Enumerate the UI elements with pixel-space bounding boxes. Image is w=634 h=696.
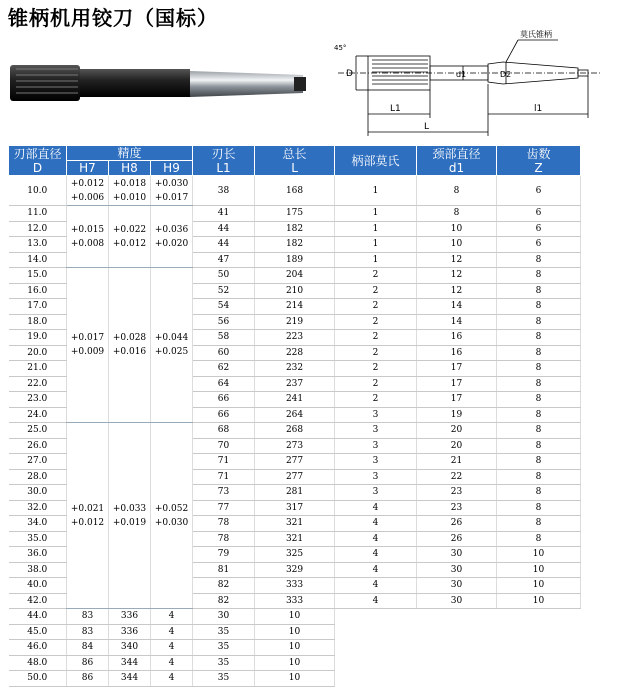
cell-total-length: 336 bbox=[109, 609, 151, 625]
cell-tolerance-h9 bbox=[151, 176, 193, 206]
cell-cutting-length: 41 bbox=[193, 206, 255, 222]
cell-diameter: 26.0 bbox=[9, 438, 67, 454]
cell-neck-diameter: 23 bbox=[417, 485, 497, 501]
cell-neck-diameter: 8 bbox=[417, 206, 497, 222]
table-row bbox=[9, 609, 581, 625]
cell-diameter: 44.0 bbox=[9, 609, 67, 625]
cell-neck-diameter: 20 bbox=[417, 438, 497, 454]
cell-mohs-taper: 4 bbox=[151, 609, 193, 625]
cell-neck-diameter: 23 bbox=[417, 500, 497, 516]
cell-neck-diameter: 22 bbox=[417, 469, 497, 485]
cell-cutting-length: 79 bbox=[193, 547, 255, 563]
cell-cutting-length: 70 bbox=[193, 438, 255, 454]
cell-mohs-taper: 2 bbox=[335, 314, 417, 330]
tolerance-upper: +0.028 bbox=[112, 333, 147, 343]
cell-teeth-count: 8 bbox=[497, 423, 581, 439]
cell-cutting-length: 44 bbox=[193, 237, 255, 253]
cell-total-length: 344 bbox=[109, 671, 151, 687]
header-mohs: 柄部莫氏 bbox=[335, 146, 417, 176]
tolerance-lower: +0.006 bbox=[70, 192, 105, 203]
cell-cutting-length: 54 bbox=[193, 299, 255, 315]
cell-cutting-length: 66 bbox=[193, 392, 255, 408]
tolerance-upper: +0.044 bbox=[154, 333, 189, 343]
cell-neck-diameter: 30 bbox=[417, 578, 497, 594]
cell-mohs-taper: 1 bbox=[335, 237, 417, 253]
tolerance-lower: +0.025 bbox=[154, 347, 189, 357]
cell-cutting-length: 78 bbox=[193, 516, 255, 532]
reamer-drawing bbox=[328, 28, 608, 143]
cell-total-length: 232 bbox=[255, 361, 335, 377]
cell-neck-diameter: 17 bbox=[417, 376, 497, 392]
cell-cutting-length: 77 bbox=[193, 500, 255, 516]
mohs-taper-callout: 莫氏锥柄 bbox=[520, 30, 552, 39]
dim-d1-label: d1 bbox=[456, 70, 467, 79]
cell-diameter: 38.0 bbox=[9, 562, 67, 578]
tolerance-upper: +0.012 bbox=[70, 178, 105, 189]
tolerance-lower: +0.008 bbox=[70, 238, 105, 249]
cell-neck-diameter: 35 bbox=[193, 655, 255, 671]
tolerance-upper: +0.015 bbox=[70, 224, 105, 235]
table-row bbox=[9, 640, 581, 656]
dim-d2-label: D2 bbox=[500, 70, 512, 79]
cell-total-length: 317 bbox=[255, 500, 335, 516]
cell-teeth-count: 8 bbox=[497, 330, 581, 346]
cell-neck-diameter: 26 bbox=[417, 516, 497, 532]
cell-cutting-length: 68 bbox=[193, 423, 255, 439]
header-D: 刃部直径 D bbox=[9, 146, 67, 176]
cell-mohs-taper: 2 bbox=[335, 268, 417, 284]
cell-neck-diameter: 35 bbox=[193, 671, 255, 687]
cell-total-length: 281 bbox=[255, 485, 335, 501]
cell-neck-diameter: 8 bbox=[417, 176, 497, 206]
cell-cutting-length: 71 bbox=[193, 469, 255, 485]
cell-diameter: 25.0 bbox=[9, 423, 67, 439]
cell-total-length: 241 bbox=[255, 392, 335, 408]
cell-teeth-count: 10 bbox=[497, 547, 581, 563]
cell-diameter: 36.0 bbox=[9, 547, 67, 563]
cell-mohs-taper: 1 bbox=[335, 221, 417, 237]
table-row bbox=[9, 206, 581, 222]
cell-diameter: 48.0 bbox=[9, 655, 67, 671]
cell-cutting-length: 73 bbox=[193, 485, 255, 501]
table-row bbox=[9, 671, 581, 687]
cell-diameter: 42.0 bbox=[9, 593, 67, 609]
cell-diameter: 24.0 bbox=[9, 407, 67, 423]
table-row bbox=[9, 624, 581, 640]
cell-teeth-count: 6 bbox=[497, 176, 581, 206]
cell-total-length: 168 bbox=[255, 176, 335, 206]
cell-mohs-taper: 2 bbox=[335, 283, 417, 299]
header-Z: 齿数 Z bbox=[497, 146, 581, 176]
cell-diameter: 22.0 bbox=[9, 376, 67, 392]
cell-neck-diameter: 30 bbox=[417, 562, 497, 578]
cell-diameter: 10.0 bbox=[9, 176, 67, 206]
cell-teeth-count: 8 bbox=[497, 438, 581, 454]
header-L: 总长 L bbox=[255, 146, 335, 176]
cell-mohs-taper: 4 bbox=[335, 531, 417, 547]
cell-neck-diameter: 17 bbox=[417, 361, 497, 377]
cell-neck-diameter: 16 bbox=[417, 330, 497, 346]
cell-mohs-taper: 4 bbox=[335, 516, 417, 532]
tolerance-lower: +0.019 bbox=[112, 517, 147, 528]
tolerance-lower: +0.016 bbox=[112, 347, 147, 357]
tolerance-lower: +0.020 bbox=[154, 238, 189, 249]
cell-cutting-length: 86 bbox=[67, 671, 109, 687]
cell-teeth-count: 8 bbox=[497, 485, 581, 501]
cell-tolerance-h9 bbox=[151, 423, 193, 609]
cell-diameter: 35.0 bbox=[9, 531, 67, 547]
cell-neck-diameter: 20 bbox=[417, 423, 497, 439]
cell-cutting-length: 81 bbox=[193, 562, 255, 578]
cell-diameter: 21.0 bbox=[9, 361, 67, 377]
cell-mohs-taper: 3 bbox=[335, 469, 417, 485]
tolerance-upper: +0.030 bbox=[154, 178, 189, 189]
cell-total-length: 273 bbox=[255, 438, 335, 454]
cell-cutting-length: 64 bbox=[193, 376, 255, 392]
cell-total-length: 182 bbox=[255, 221, 335, 237]
cell-diameter: 34.0 bbox=[9, 516, 67, 532]
cell-mohs-taper: 2 bbox=[335, 299, 417, 315]
cell-mohs-taper: 4 bbox=[335, 500, 417, 516]
cell-neck-diameter: 12 bbox=[417, 252, 497, 268]
cell-teeth-count: 10 bbox=[255, 624, 335, 640]
header-d1: 颈部直径 d1 bbox=[417, 146, 497, 176]
cell-neck-diameter: 10 bbox=[417, 221, 497, 237]
cell-diameter: 40.0 bbox=[9, 578, 67, 594]
cell-diameter: 30.0 bbox=[9, 485, 67, 501]
cell-neck-diameter: 17 bbox=[417, 392, 497, 408]
cell-diameter: 12.0 bbox=[9, 221, 67, 237]
cell-teeth-count: 10 bbox=[255, 655, 335, 671]
cell-tolerance-h7 bbox=[67, 268, 109, 423]
tolerance-lower: +0.012 bbox=[112, 238, 147, 249]
cell-total-length: 329 bbox=[255, 562, 335, 578]
cell-diameter: 14.0 bbox=[9, 252, 67, 268]
table-row bbox=[9, 423, 581, 439]
cell-teeth-count: 8 bbox=[497, 252, 581, 268]
cell-mohs-taper: 1 bbox=[335, 206, 417, 222]
cell-mohs-taper: 4 bbox=[335, 593, 417, 609]
header-L1: 刃长 L1 bbox=[193, 146, 255, 176]
cell-teeth-count: 6 bbox=[497, 206, 581, 222]
tolerance-upper: +0.033 bbox=[112, 503, 147, 514]
cell-diameter: 28.0 bbox=[9, 469, 67, 485]
cell-total-length: 321 bbox=[255, 516, 335, 532]
cell-teeth-count: 8 bbox=[497, 299, 581, 315]
dim-angle-label: 45° bbox=[334, 44, 347, 52]
cell-tolerance-h7 bbox=[67, 206, 109, 268]
cell-mohs-taper: 2 bbox=[335, 392, 417, 408]
cell-tolerance-h7 bbox=[67, 423, 109, 609]
tolerance-lower: +0.012 bbox=[70, 517, 105, 528]
cell-mohs-taper: 2 bbox=[335, 345, 417, 361]
cell-total-length: 340 bbox=[109, 640, 151, 656]
spec-table bbox=[8, 145, 581, 687]
cell-total-length: 237 bbox=[255, 376, 335, 392]
page-title: 锥柄机用铰刀（国标） bbox=[8, 6, 218, 30]
cell-total-length: 268 bbox=[255, 423, 335, 439]
cell-cutting-length: 56 bbox=[193, 314, 255, 330]
cell-diameter: 23.0 bbox=[9, 392, 67, 408]
cell-teeth-count: 8 bbox=[497, 469, 581, 485]
cell-diameter: 27.0 bbox=[9, 454, 67, 470]
cell-neck-diameter: 14 bbox=[417, 299, 497, 315]
cell-mohs-taper: 3 bbox=[335, 454, 417, 470]
dim-L-label: L bbox=[424, 122, 430, 132]
cell-teeth-count: 8 bbox=[497, 314, 581, 330]
cell-cutting-length: 83 bbox=[67, 609, 109, 625]
cell-diameter: 19.0 bbox=[9, 330, 67, 346]
tolerance-upper: +0.021 bbox=[70, 503, 105, 514]
cell-teeth-count: 8 bbox=[497, 531, 581, 547]
cell-diameter: 32.0 bbox=[9, 500, 67, 516]
cell-cutting-length: 47 bbox=[193, 252, 255, 268]
cell-mohs-taper: 4 bbox=[151, 655, 193, 671]
cell-teeth-count: 8 bbox=[497, 376, 581, 392]
cell-total-length: 325 bbox=[255, 547, 335, 563]
dim-l1-label: l1 bbox=[534, 104, 543, 114]
cell-teeth-count: 10 bbox=[497, 562, 581, 578]
cell-diameter: 46.0 bbox=[9, 640, 67, 656]
tolerance-upper: +0.052 bbox=[154, 503, 189, 514]
reamer-photo bbox=[8, 55, 314, 115]
cell-cutting-length: 58 bbox=[193, 330, 255, 346]
cell-total-length: 182 bbox=[255, 237, 335, 253]
tolerance-lower: +0.030 bbox=[154, 517, 189, 528]
header-H9: H9 bbox=[151, 161, 193, 176]
cell-neck-diameter: 19 bbox=[417, 407, 497, 423]
cell-neck-diameter: 26 bbox=[417, 531, 497, 547]
cell-tolerance-h8 bbox=[109, 176, 151, 206]
cell-cutting-length: 38 bbox=[193, 176, 255, 206]
cell-neck-diameter: 14 bbox=[417, 314, 497, 330]
cell-neck-diameter: 12 bbox=[417, 268, 497, 284]
cell-cutting-length: 60 bbox=[193, 345, 255, 361]
tolerance-upper: +0.022 bbox=[112, 224, 147, 235]
cell-teeth-count: 8 bbox=[497, 345, 581, 361]
cell-cutting-length: 62 bbox=[193, 361, 255, 377]
tolerance-upper: +0.036 bbox=[154, 224, 189, 235]
cell-neck-diameter: 12 bbox=[417, 283, 497, 299]
dim-L1-label: L1 bbox=[390, 104, 401, 114]
cell-teeth-count: 6 bbox=[497, 237, 581, 253]
cell-teeth-count: 10 bbox=[497, 578, 581, 594]
cell-total-length: 219 bbox=[255, 314, 335, 330]
header-H7: H7 bbox=[67, 161, 109, 176]
cell-mohs-taper: 3 bbox=[335, 438, 417, 454]
cell-total-length: 204 bbox=[255, 268, 335, 284]
cell-diameter: 13.0 bbox=[9, 237, 67, 253]
cell-mohs-taper: 4 bbox=[335, 547, 417, 563]
cell-mohs-taper: 4 bbox=[335, 562, 417, 578]
cell-cutting-length: 82 bbox=[193, 593, 255, 609]
tolerance-upper: +0.017 bbox=[70, 333, 105, 343]
cell-teeth-count: 8 bbox=[497, 283, 581, 299]
cell-cutting-length: 83 bbox=[67, 624, 109, 640]
cell-neck-diameter: 35 bbox=[193, 624, 255, 640]
header-precision: 精度 bbox=[67, 146, 193, 161]
table-row bbox=[9, 176, 581, 206]
cell-tolerance-h8 bbox=[109, 423, 151, 609]
cell-mohs-taper: 3 bbox=[335, 407, 417, 423]
cell-mohs-taper: 4 bbox=[335, 578, 417, 594]
cell-teeth-count: 8 bbox=[497, 500, 581, 516]
cell-cutting-length: 82 bbox=[193, 578, 255, 594]
tolerance-lower: +0.017 bbox=[154, 192, 189, 203]
cell-total-length: 189 bbox=[255, 252, 335, 268]
cell-neck-diameter: 21 bbox=[417, 454, 497, 470]
table-row bbox=[9, 655, 581, 671]
cell-cutting-length: 84 bbox=[67, 640, 109, 656]
cell-diameter: 50.0 bbox=[9, 671, 67, 687]
cell-total-length: 277 bbox=[255, 454, 335, 470]
cell-neck-diameter: 30 bbox=[417, 593, 497, 609]
cell-mohs-taper: 2 bbox=[335, 330, 417, 346]
cell-diameter: 16.0 bbox=[9, 283, 67, 299]
cell-diameter: 45.0 bbox=[9, 624, 67, 640]
cell-tolerance-h7 bbox=[67, 176, 109, 206]
cell-mohs-taper: 1 bbox=[335, 176, 417, 206]
cell-cutting-length: 44 bbox=[193, 221, 255, 237]
cell-total-length: 321 bbox=[255, 531, 335, 547]
table-row bbox=[9, 268, 581, 284]
cell-mohs-taper: 2 bbox=[335, 361, 417, 377]
cell-cutting-length: 52 bbox=[193, 283, 255, 299]
cell-teeth-count: 10 bbox=[255, 609, 335, 625]
cell-mohs-taper: 1 bbox=[335, 252, 417, 268]
cell-mohs-taper: 3 bbox=[335, 423, 417, 439]
cell-total-length: 175 bbox=[255, 206, 335, 222]
cell-tolerance-h9 bbox=[151, 268, 193, 423]
cell-teeth-count: 6 bbox=[497, 221, 581, 237]
cell-teeth-count: 10 bbox=[255, 640, 335, 656]
cell-mohs-taper: 4 bbox=[151, 640, 193, 656]
cell-cutting-length: 66 bbox=[193, 407, 255, 423]
cell-diameter: 17.0 bbox=[9, 299, 67, 315]
cell-teeth-count: 8 bbox=[497, 407, 581, 423]
cell-diameter: 20.0 bbox=[9, 345, 67, 361]
tolerance-upper: +0.018 bbox=[112, 178, 147, 189]
cell-total-length: 344 bbox=[109, 655, 151, 671]
cell-diameter: 11.0 bbox=[9, 206, 67, 222]
cell-teeth-count: 8 bbox=[497, 361, 581, 377]
cell-tolerance-h9 bbox=[151, 206, 193, 268]
cell-mohs-taper: 3 bbox=[335, 485, 417, 501]
header-H8: H8 bbox=[109, 161, 151, 176]
cell-cutting-length: 71 bbox=[193, 454, 255, 470]
cell-total-length: 228 bbox=[255, 345, 335, 361]
cell-tolerance-h8 bbox=[109, 206, 151, 268]
cell-neck-diameter: 35 bbox=[193, 640, 255, 656]
cell-mohs-taper: 2 bbox=[335, 376, 417, 392]
cell-diameter: 15.0 bbox=[9, 268, 67, 284]
cell-neck-diameter: 16 bbox=[417, 345, 497, 361]
cell-neck-diameter: 30 bbox=[417, 547, 497, 563]
cell-diameter: 18.0 bbox=[9, 314, 67, 330]
cell-cutting-length: 78 bbox=[193, 531, 255, 547]
dim-D-label: D bbox=[346, 69, 353, 79]
cell-teeth-count: 10 bbox=[497, 593, 581, 609]
cell-neck-diameter: 10 bbox=[417, 237, 497, 253]
cell-neck-diameter: 30 bbox=[193, 609, 255, 625]
cell-mohs-taper: 4 bbox=[151, 671, 193, 687]
cell-teeth-count: 8 bbox=[497, 268, 581, 284]
cell-teeth-count: 8 bbox=[497, 392, 581, 408]
cell-teeth-count: 10 bbox=[255, 671, 335, 687]
cell-cutting-length: 50 bbox=[193, 268, 255, 284]
cell-cutting-length: 86 bbox=[67, 655, 109, 671]
cell-total-length: 277 bbox=[255, 469, 335, 485]
cell-total-length: 264 bbox=[255, 407, 335, 423]
cell-teeth-count: 8 bbox=[497, 454, 581, 470]
cell-total-length: 333 bbox=[255, 593, 335, 609]
cell-total-length: 333 bbox=[255, 578, 335, 594]
cell-total-length: 210 bbox=[255, 283, 335, 299]
cell-teeth-count: 8 bbox=[497, 516, 581, 532]
cell-total-length: 214 bbox=[255, 299, 335, 315]
tolerance-lower: +0.009 bbox=[70, 347, 105, 357]
cell-total-length: 223 bbox=[255, 330, 335, 346]
cell-tolerance-h8 bbox=[109, 268, 151, 423]
cell-mohs-taper: 4 bbox=[151, 624, 193, 640]
cell-total-length: 336 bbox=[109, 624, 151, 640]
tolerance-lower: +0.010 bbox=[112, 192, 147, 203]
